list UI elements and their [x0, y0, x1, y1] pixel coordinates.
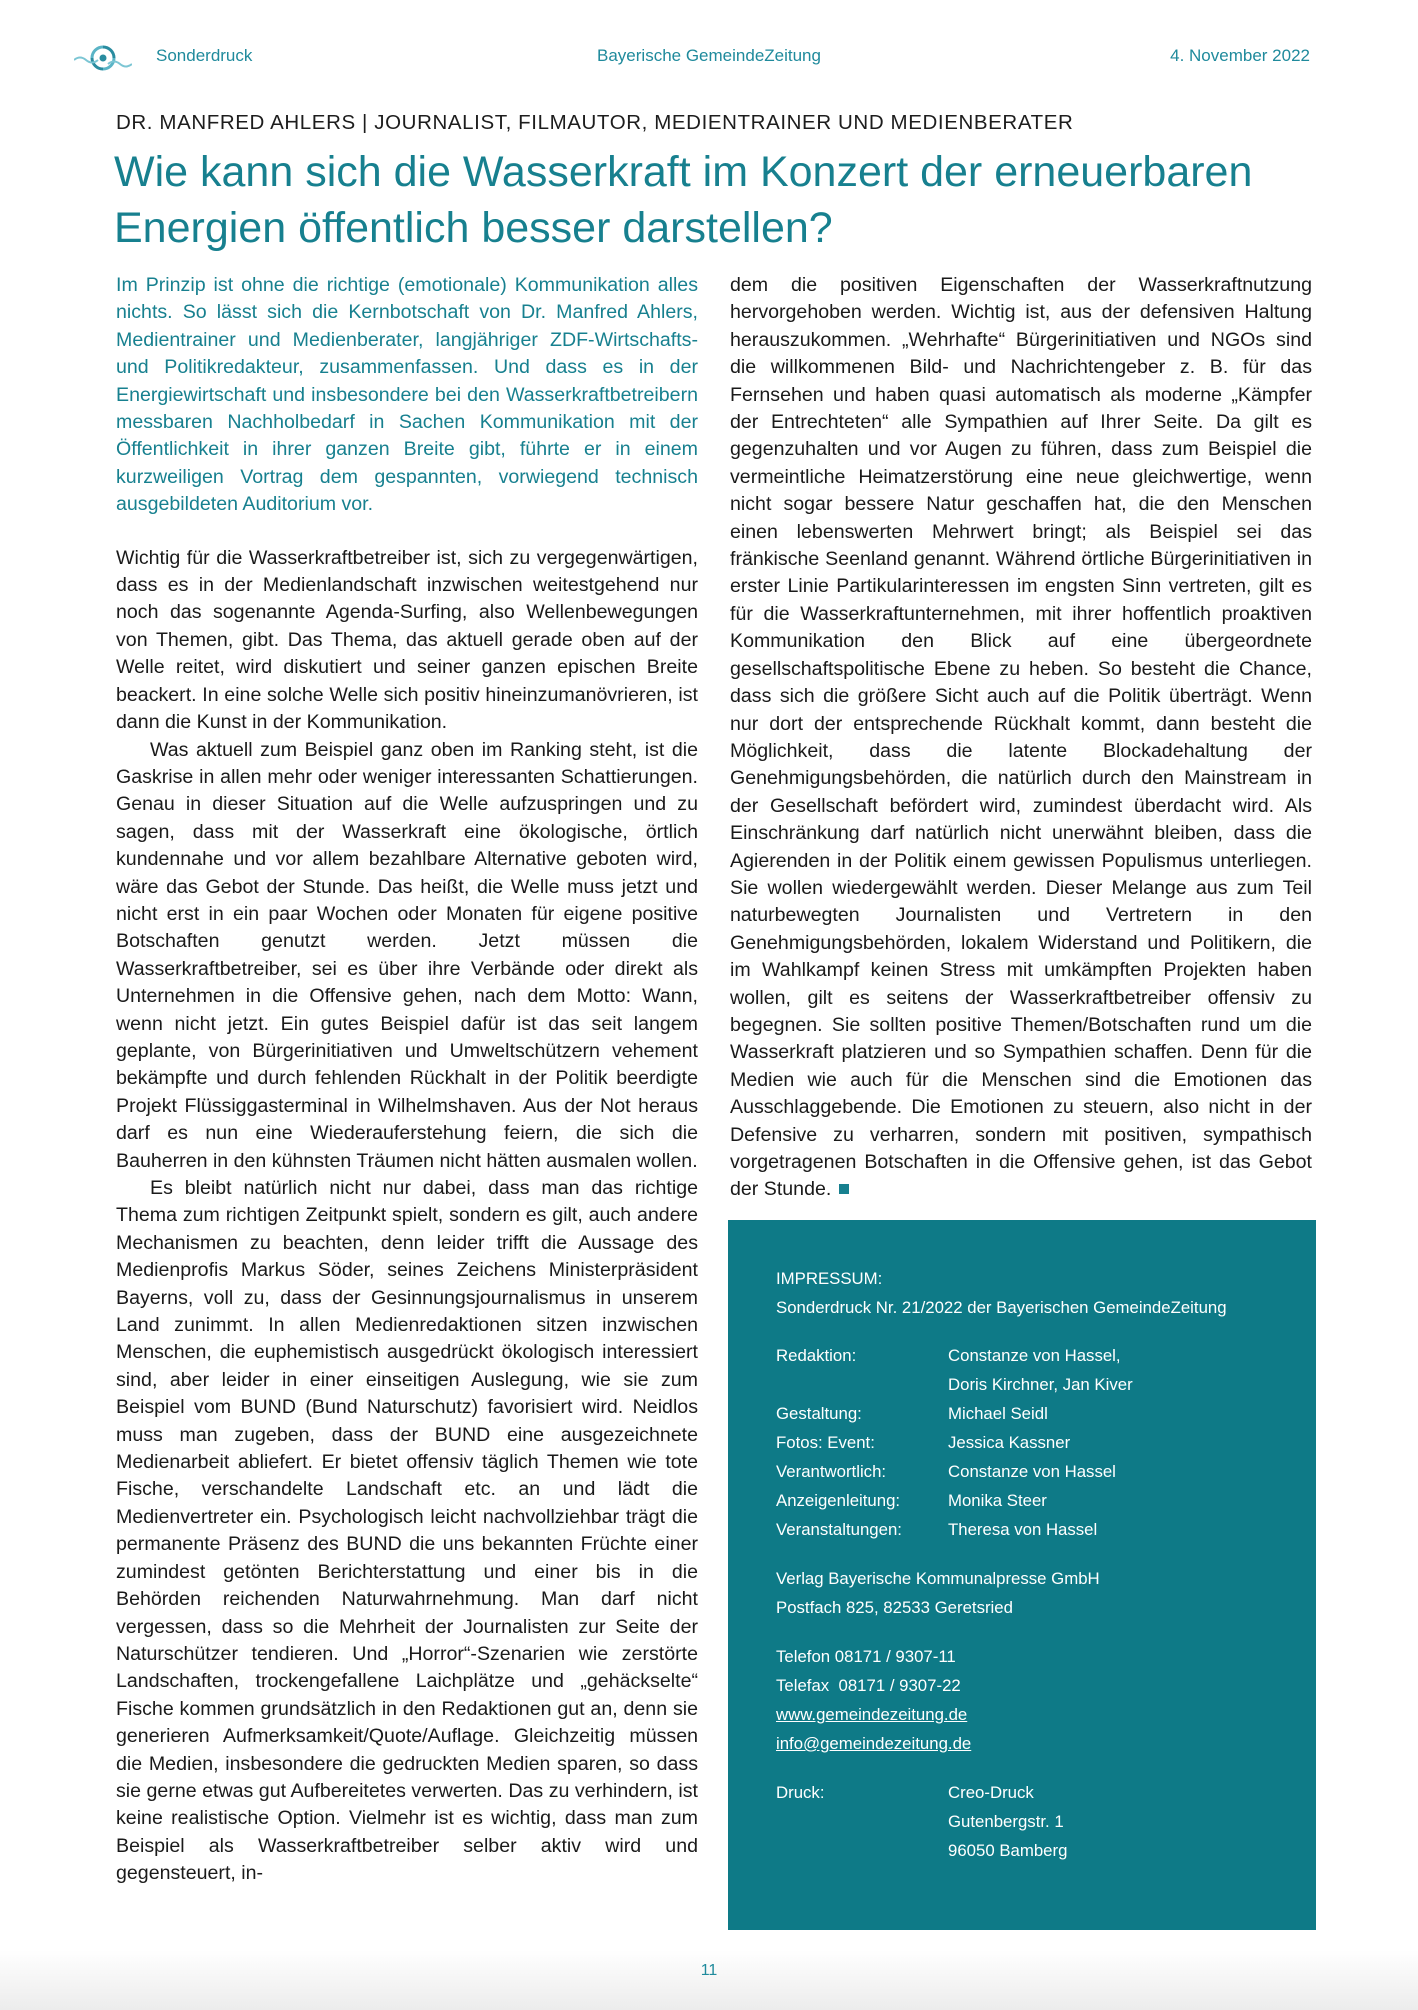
impressum-value: Doris Kirchner, Jan Kiver — [948, 1375, 1133, 1394]
impressum-row — [776, 1486, 1316, 1515]
end-of-article-mark — [839, 1184, 849, 1194]
spacer — [776, 1758, 1316, 1778]
body-paragraph-2: Was aktuell zum Beispiel ganz oben im Ranking steht, ist die Gaskrise in allen mehr oder weniger interessanten Schattierungen. Genau in dieser Situation auf die Welle aufzuspringen und zu sagen, dass mit der Wasserkraft eine ökologische, örtlich kundennahe und vor allem bezahlbare Alternative geboten wird, wäre das Gebot der Stunde. Das heißt, die Welle muss jetzt und nicht erst in ein paar Wochen oder Monaten für eigene positive Botschaften genutzt werden. Jetzt müssen die Wasserkraftbetreiber, sei es über ihre Verbände oder direkt als Unternehmen in die Offensive gehen, nach dem Motto: Wann, wenn nicht jetzt. Ein gutes Beispiel dafür ist das seit langem geplante, von Bürgerinitiativen und Umweltschützern vehement bekämpfte und durch fehlenden Rückhalt in der Politik beerdigte Projekt Flüssiggasterminal in Wilhelmshaven. Aus der Not heraus darf es nun eine Wiederauferstehung feiern, die sich die Bauherren in den kühnsten Träumen nicht hätten ausmalen wollen. — [116, 738, 698, 1172]
right-column — [730, 272, 1312, 1204]
impressum-box — [728, 1220, 1316, 1930]
print-line: Creo-Druck — [948, 1783, 1034, 1802]
impressum-label: Verantwortlich: — [776, 1462, 887, 1481]
spacer — [776, 1622, 1316, 1642]
impressum-label: Veranstaltungen: — [776, 1520, 902, 1539]
lead-paragraph: Im Prinzip ist ohne die richtige (emotionale) Kommunikation alles nichts. So lässt sich die Kernbotschaft von Dr. Manfred Ahlers, Medientrainer und Medienberater, langjähriger ZDF-Wirtschafts- und Politikredakteur, zusammenfassen. Und dass es in der Energiewirtschaft und insbesondere bei den Wasserkraftbetreibern messbaren Nachholbedarf in Sachen Kommunikation mit der Öffentlichkeit in ihrer ganzen Breite gibt, führte er in einem kurzweiligen Vortrag dem gespannten, vorwiegend technisch ausgebildeten Auditorium vor. — [116, 274, 698, 516]
impressum-address: Postfach 825, 82533 Geretsried — [776, 1598, 1013, 1617]
impressum-value: Constanze von Hassel — [948, 1462, 1116, 1481]
impressum-row — [776, 1341, 1316, 1370]
page-number: 11 — [700, 1962, 718, 1979]
impressum-row — [776, 1428, 1316, 1457]
impressum-value: Constanze von Hassel, — [948, 1346, 1121, 1365]
spacer — [776, 1544, 1316, 1564]
impressum-label: Anzeigenleitung: — [776, 1491, 901, 1510]
body-paragraph-3: Es bleibt natürlich nicht nur dabei, dass man das richtige Thema zum richtigen Zeitpunkt spielt, sondern es gilt, auch andere Mechanismen zu beachten, denn leider trifft die Aussage des Medienprofis Markus Söder, seines Zeichens Ministerpräsident Bayerns, voll zu, dass der Gesinnungsjournalismus in unserem Land zunimmt. In allen Medienredaktionen sitzen inzwischen Menschen, die euphemistisch ausgedrückt ökologisch interessiert sind, aber leider in einer einseitigen Auslegung, wie sie zum Beispiel vom BUND (Bund Naturschutz) favorisiert wird. Neidlos muss man zugeben, dass der BUND eine ausgezeichnete Medienarbeit abliefert. Er bietet offensiv täglich Themen wie tote Fische, verschandelte Landschaft etc. an und lädt die Medienvertreter ein. Psychologisch leicht nachvollziehbar trägt die permanente Präsenz des BUND die uns bekannten Früchte einer zumindest getönten Berichterstattung und einer bis in die Behörden reichenden Naturwahrnehmung. Man darf nicht vergessen, dass so die Mehrheit der Journalisten zur Seite der Naturschützer tendieren. Und „Horror“-Szenarien wie zerstörte Landschaften, trockengefallene Laichplätze und „gehäckselte“ Fische kommen grundsätzlich in den Redaktionen gut an, denn sie generieren Aufmerksamkeit/Quote/Auflage. Gleichzeitig müssen die Medien, insbesondere die gedruckten Medien sparen, so dass sie gerne etwas gut Aufbereitetes verwerten. Das zu verhindern, ist keine realistische Option. Vielmehr ist es wichtig, dass man zum Beispiel als Wasserkraftbetreiber selber aktiv wird und gegensteuert, in- — [116, 1177, 698, 1885]
email-link[interactable]: info@gemeindezeitung.de — [776, 1734, 972, 1753]
impressum-value: Theresa von Hassel — [948, 1520, 1098, 1539]
impressum-value: Jessica Kassner — [948, 1433, 1071, 1452]
impressum-fax: Telefax 08171 / 9307-22 — [776, 1676, 961, 1695]
impressum-title: IMPRESSUM: — [776, 1269, 883, 1288]
impressum-value: Monika Steer — [948, 1491, 1047, 1510]
impressum-row — [776, 1399, 1316, 1428]
impressum-label: Gestaltung: — [776, 1404, 862, 1423]
impressum-label: Fotos: Event: — [776, 1433, 875, 1452]
page-bottom-shadow — [0, 1950, 1418, 2010]
impressum-subtitle: Sonderdruck Nr. 21/2022 der Bayerischen GemeindeZeitung — [776, 1298, 1227, 1317]
website-link[interactable]: www.gemeindezeitung.de — [776, 1705, 968, 1724]
body-paragraph-4-text: dem die positiven Eigenschaften der Wasserkraftnutzung hervorgehoben werden. Wichtig ist, aus der defensiven Haltung herauszukommen. „Wehrhafte“ Bürgerinitiativen und NGOs sind die willkommenen Bild- und Nachrichtengeber z. B. für das Fernsehen und haben quasi automatisch als moderne „Kämpfer der Entrechteten“ alle Sympathien auf Ihrer Seite. Da gilt es gegenzuhalten und vor Augen zu führen, dass zum Beispiel die vermeintliche Heimatzerstörung eine neue gleichwertige, wenn nicht sogar bessere Natur geschaffen hat, die den Menschen einen lebenswerten Mehrwert bringt; als Beispiel sei das fränkische Seenland genannt. Während örtliche Bürgerinitiativen in erster Linie Partikularinteressen im engsten Sinn vertreten, gilt es für die Wasserkraftunternehmen, mit ihrer hoffentlich proaktiven Kommunikation den Blick auf eine übergeordnete gesellschaftspolitische Ebene zu heben. So besteht die Chance, dass sich die größere Sicht auch auf die Politik überträgt. Wenn nur dort der entsprechende Rückhalt kommt, dann besteht die Möglichkeit, dass die latente Blockadehaltung der Genehmigungsbehörden, die natürlich durch den Mainstream in der Gesellschaft befördert wird, zumindest überdacht wird. Als Einschränkung darf natürlich nicht unerwähnt bleiben, dass die Agierenden in der Politik einem gewissen Populismus unterliegen. Sie wollen wiedergewählt werden. Dieser Melange aus zum Teil naturbewegten Journalisten und Vertretern in den Genehmigungsbehörden, lokalem Widerstand und Politikern, die im Wahlkampf keinen Stress mit umkämpften Projekten haben wollen, gilt es seitens der Wasserkraftbetreiber offensiv zu begegnen. Sie sollten positive Themen/Botschaften rund um die Wasserkraft platzieren und so Sympathien schaffen. Denn für die Medien wie auch für die Menschen sind die Emotionen das Ausschlaggebende. Die Emotionen zu steuern, also nicht in der Defensive zu verharren, sondern mit positiven, sympathisch vorgetragenen Botschaften in die Offensive gehen, ist das Gebot der Stunde. — [730, 274, 1312, 1201]
article-title: Wie kann sich die Wasserkraft im Konzert der erneuerbaren Energien öffentlich besser darstellen? — [114, 148, 1253, 252]
impressum-print-lines — [948, 1778, 1067, 1865]
header-section-label: Sonderdruck — [156, 46, 253, 65]
author-kicker: DR. MANFRED AHLERS | JOURNALIST, FILMAUTOR, MEDIENTRAINER UND MEDIENBERATER — [116, 111, 1074, 134]
impressum-label: Redaktion: — [776, 1346, 857, 1365]
impressum-print-row — [776, 1778, 1316, 1865]
impressum-row — [776, 1457, 1316, 1486]
body-paragraph-1: Wichtig für die Wasserkraftbetreiber ist, sich zu vergegenwärtigen, dass es in der Medienlandschaft inzwischen weitestgehend nur noch das sogenannte Agenda-Surfing, also Wellenbewegungen von Themen, gibt. Das Thema, das aktuell gerade oben auf der Welle reitet, wird diskutiert und seiner ganzen epischen Breite beackert. In eine solche Welle sich positiv hineinzumanövrieren, ist dann die Kunst in der Kommunikation. — [116, 546, 698, 734]
impressum-value: Michael Seidl — [948, 1404, 1048, 1423]
body-paragraph-4 — [730, 272, 1312, 1204]
impressum-label — [776, 1370, 948, 1399]
impressum-phone: Telefon 08171 / 9307-11 — [776, 1647, 956, 1666]
impressum-row — [776, 1370, 1316, 1399]
left-column — [116, 272, 698, 1888]
header-date: 4. November 2022 — [1170, 46, 1310, 65]
print-line: 96050 Bamberg — [948, 1841, 1068, 1860]
header-publication-name: Bayerische GemeindeZeitung — [597, 46, 821, 65]
impressum-publisher: Verlag Bayerische Kommunalpresse GmbH — [776, 1569, 1100, 1588]
impressum-row — [776, 1515, 1316, 1544]
impressum-print-label: Druck: — [776, 1783, 825, 1802]
print-line: Gutenbergstr. 1 — [948, 1812, 1064, 1831]
